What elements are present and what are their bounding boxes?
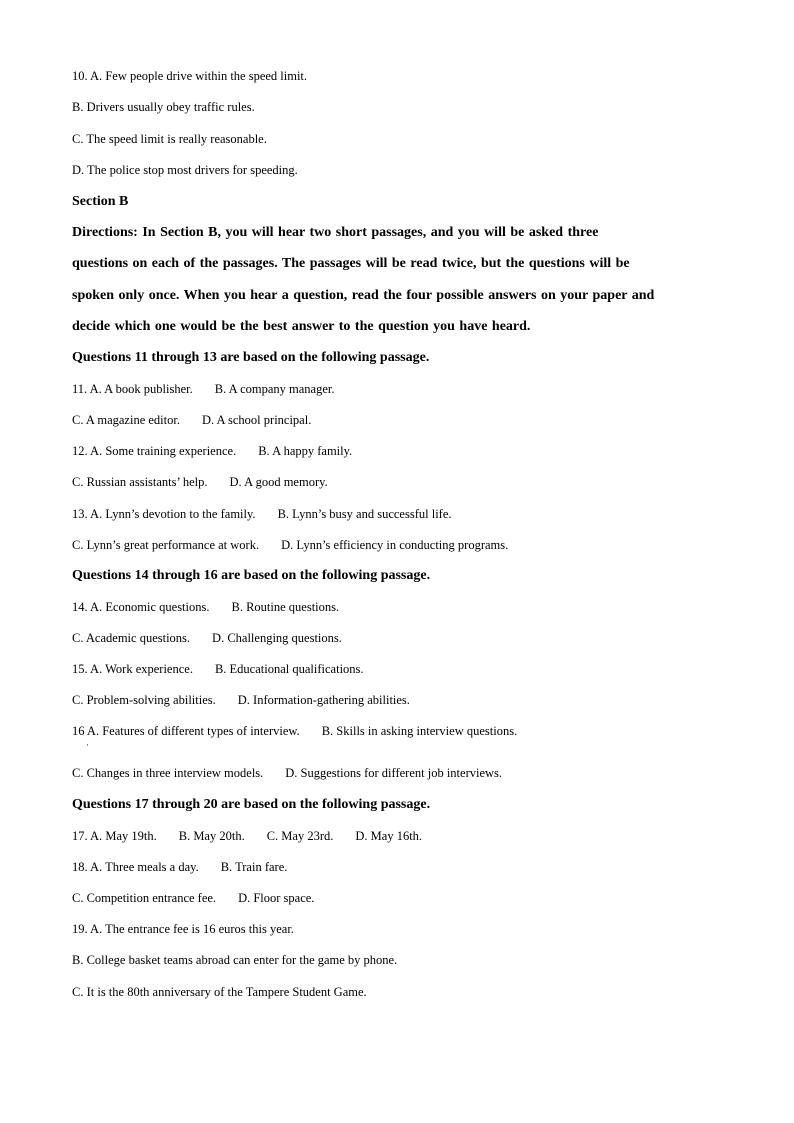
q16-options-cd [72,765,502,781]
q13-option-d: D. Lynn’s efficiency in conducting programs. [281,538,509,552]
q14-option-b: B. Routine questions. [231,600,340,614]
q19-option-b: B. College basket teams abroad can enter for the game by phone. [72,953,398,967]
q13-options-ab [72,506,452,522]
q18-options-cd [72,890,314,906]
q15-option-a: 15. A. Work experience. [72,662,193,676]
q16-option-d: D. Suggestions for different job interviews. [285,766,503,780]
q14-option-a: 14. A. Economic questions. [72,600,210,614]
directions-line-4: decide which one would be the best answer to the question you have heard. [72,319,531,334]
q13-option-c: C. Lynn’s great performance at work. [72,538,260,552]
q19-option-a: 19. A. The entrance fee is 16 euros this year. [72,922,294,936]
q14-option-c: C. Academic questions. [72,631,191,645]
q17-option-b: B. May 20th. [178,829,245,843]
q18-option-c: C. Competition entrance fee. [72,891,217,905]
q16-option-a: 16 A. Features of different types of interview. [72,724,300,738]
q15-option-b: B. Educational qualifications. [214,662,364,676]
q10-option-b: B. Drivers usually obey traffic rules. [72,100,255,114]
q15-options-ab [72,661,364,677]
q16-options-ab [72,723,517,739]
directions-line-1: Directions: In Section B, you will hear two short passages, and you will be asked three [72,225,599,240]
q19-option-c: C. It is the 80th anniversary of the Tampere Student Game. [72,985,367,999]
q12-option-d: D. A good memory. [229,475,328,489]
q17-option-a: 17. A. May 19th. [72,829,157,843]
q11-options-cd [72,412,311,428]
q18-option-d: D. Floor space. [238,891,315,905]
q18-options-ab [72,859,287,875]
q14-option-d: D. Challenging questions. [212,631,342,645]
q16-option-b: B. Skills in asking interview questions. [321,724,518,738]
q11-option-b: B. A company manager. [214,382,335,396]
q15-option-c: C. Problem-solving abilities. [72,693,216,707]
section-b-heading: Section B [72,194,129,209]
q18-option-a: 18. A. Three meals a day. [72,860,199,874]
q15-option-d: D. Information-gathering abilities. [237,693,410,707]
q12-option-b: B. A happy family. [258,444,353,458]
q12-option-a: 12. A. Some training experience. [72,444,237,458]
q11-options-ab [72,381,335,397]
q16-option-c: C. Changes in three interview models. [72,766,264,780]
q10-option-d: D. The police stop most drivers for speeding. [72,163,298,177]
directions-line-2: questions on each of the passages. The passages will be read twice, but the questions will be [72,256,630,271]
q12-options-cd [72,474,328,490]
q18-option-b: B. Train fare. [220,860,288,874]
q17-options [72,828,422,844]
stray-dot-mark: · [86,740,89,750]
q13-options-cd [72,537,508,553]
q13-option-b: B. Lynn’s busy and successful life. [277,507,452,521]
passage-heading-11-13: Questions 11 through 13 are based on the following passage. [72,350,430,365]
q11-option-d: D. A school principal. [201,413,312,427]
directions-line-3: spoken only once. When you hear a question, read the four possible answers on your paper and [72,288,655,303]
q13-option-a: 13. A. Lynn’s devotion to the family. [72,507,256,521]
q12-options-ab [72,443,352,459]
passage-heading-14-16: Questions 14 through 16 are based on the following passage. [72,568,431,583]
passage-heading-17-20: Questions 17 through 20 are based on the following passage. [72,797,431,812]
q14-options-ab [72,599,339,615]
q17-option-d: D. May 16th. [355,829,423,843]
q15-options-cd [72,692,410,708]
q11-option-c: C. A magazine editor. [72,413,180,427]
q11-option-a: 11. A. A book publisher. [72,382,193,396]
q17-option-c: C. May 23rd. [266,829,334,843]
q14-options-cd [72,630,342,646]
q10-option-c: C. The speed limit is really reasonable. [72,132,267,146]
q10-option-a: 10. A. Few people drive within the speed limit. [72,69,308,83]
q12-option-c: C. Russian assistants’ help. [72,475,208,489]
